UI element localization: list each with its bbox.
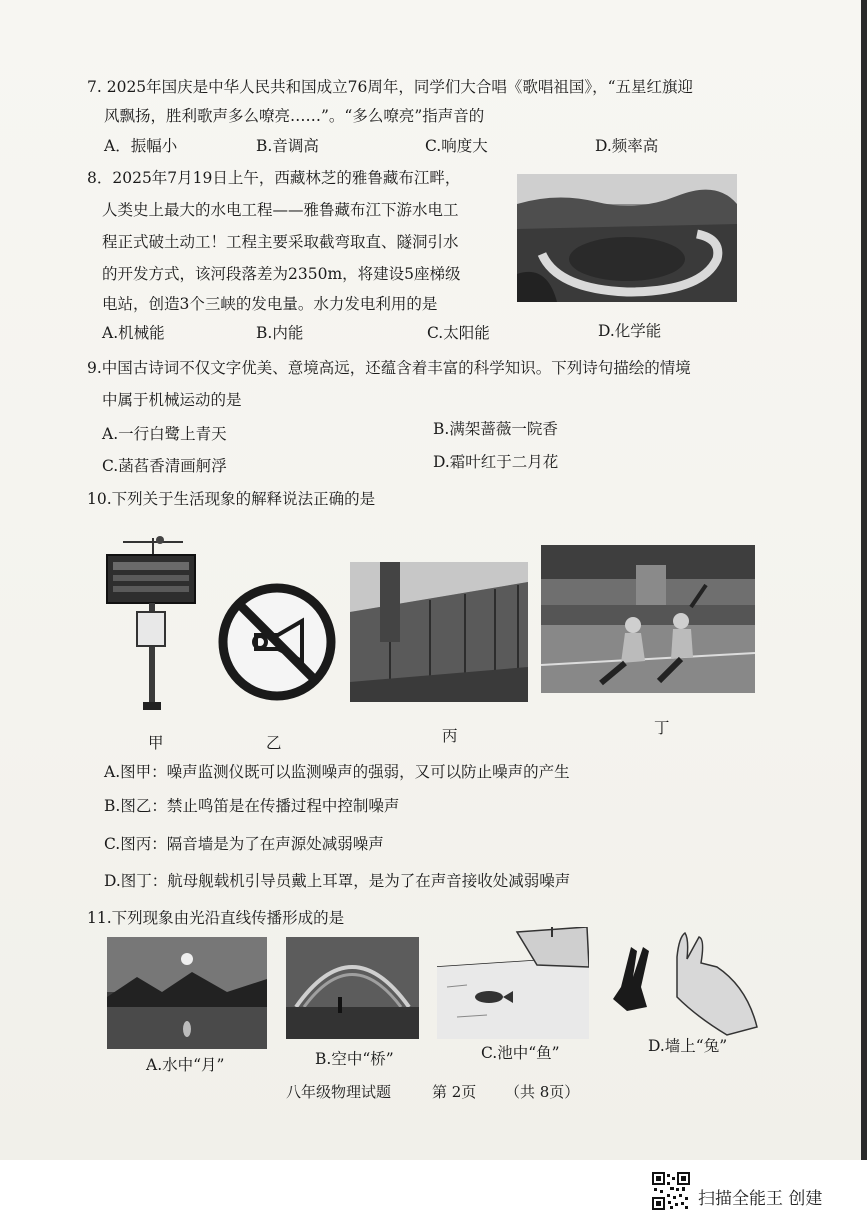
- q7-stem-line2: 风飘扬，胜利歌声多么嘹亮……”。“多么嘹亮”指声音的: [104, 107, 485, 125]
- q8-stem-line5: 电站，创造3个三峡的发电量。水力发电利用的是: [102, 295, 438, 313]
- q9-stem-line1: 9.中国古诗词不仅文字优美、意境高远，还蕴含着丰富的科学知识。下列诗句描绘的情境: [87, 359, 691, 377]
- q8-stem-line2: 人类史上最大的水电工程——雅鲁藏布江下游水电工: [102, 201, 459, 219]
- q8-stem-line3: 程正式破土动工！工程主要采取截弯取直、隧洞引水: [102, 233, 459, 251]
- q10-option-d: D.图丁：航母舰载机引导员戴上耳罩，是为了在声音接收处减弱噪声: [104, 872, 571, 890]
- q8-option-c: C.太阳能: [427, 324, 490, 342]
- moon-reflection-photo: [107, 937, 267, 1049]
- q7-option-b: B.音调高: [256, 137, 319, 155]
- q7-option-a: A．振幅小: [104, 137, 178, 155]
- q9-stem-line2: 中属于机械运动的是: [102, 391, 242, 409]
- footer-title: 八年级物理试题: [286, 1083, 392, 1101]
- q11-caption-b: B.空中“桥”: [315, 1050, 394, 1068]
- q8-stem-line4: 的开发方式，该河段落差为2350m，将建设5座梯级: [102, 265, 461, 283]
- q9-option-c: C.菡萏香清画舸浮: [102, 457, 227, 475]
- q11-caption-d: D.墙上“兔”: [648, 1037, 728, 1055]
- no-horn-sign-icon: [218, 583, 336, 701]
- q8-option-a: A.机械能: [102, 324, 165, 342]
- q7-option-d: D.频率高: [595, 137, 659, 155]
- river-bend-photo: [517, 174, 737, 302]
- q10-stem: 10.下列关于生活现象的解释说法正确的是: [87, 490, 376, 508]
- q10-caption-jia: 甲: [148, 734, 164, 752]
- q11-caption-c: C.池中“鱼”: [481, 1044, 560, 1062]
- q7-option-c: C.响度大: [425, 137, 488, 155]
- q8-option-b: B.内能: [256, 324, 304, 342]
- footer-page-total: （共 8页）: [505, 1083, 580, 1101]
- carrier-deck-photo: [541, 545, 755, 693]
- q10-caption-ding: 丁: [654, 719, 670, 737]
- q9-option-b: B.满架蔷薇一院香: [433, 420, 558, 438]
- q7-stem-line1: 7. 2025年国庆是中华人民共和国成立76周年，同学们大合唱《歌唱祖国》，“五星红旗迎: [87, 78, 694, 96]
- q10-option-c: C.图丙：隔音墙是为了在声源处减弱噪声: [104, 835, 384, 853]
- q9-option-d: D.霜叶红于二月花: [433, 453, 559, 471]
- qr-code-icon: [652, 1172, 690, 1210]
- noise-monitor-figure: [103, 530, 203, 712]
- sound-barrier-photo: [350, 562, 528, 702]
- fish-in-pond-figure: [437, 927, 589, 1039]
- q11-caption-a: A.水中“月”: [146, 1056, 225, 1074]
- q10-caption-yi: 乙: [266, 734, 282, 752]
- scanner-brand-text: 扫描全能王 创建: [698, 1189, 823, 1209]
- q9-option-a: A.一行白鹭上青天: [102, 425, 227, 443]
- page-edge-shadow: [861, 0, 867, 1160]
- rainbow-bridge-photo: [286, 937, 419, 1039]
- q8-option-d: D.化学能: [598, 322, 662, 340]
- q10-option-a: A.图甲：噪声监测仪既可以监测噪声的强弱，又可以防止噪声的产生: [104, 763, 570, 781]
- q10-caption-bing: 丙: [442, 727, 458, 745]
- q10-option-b: B.图乙：禁止鸣笛是在传播过程中控制噪声: [104, 797, 400, 815]
- q11-stem: 11.下列现象由光沿直线传播形成的是: [87, 909, 345, 927]
- hand-shadow-rabbit-figure: [607, 927, 759, 1039]
- footer-page-number: 第 2页: [432, 1083, 477, 1101]
- q8-stem-line1: 8．2025年7月19日上午，西藏林芝的雅鲁藏布江畔，: [87, 169, 461, 187]
